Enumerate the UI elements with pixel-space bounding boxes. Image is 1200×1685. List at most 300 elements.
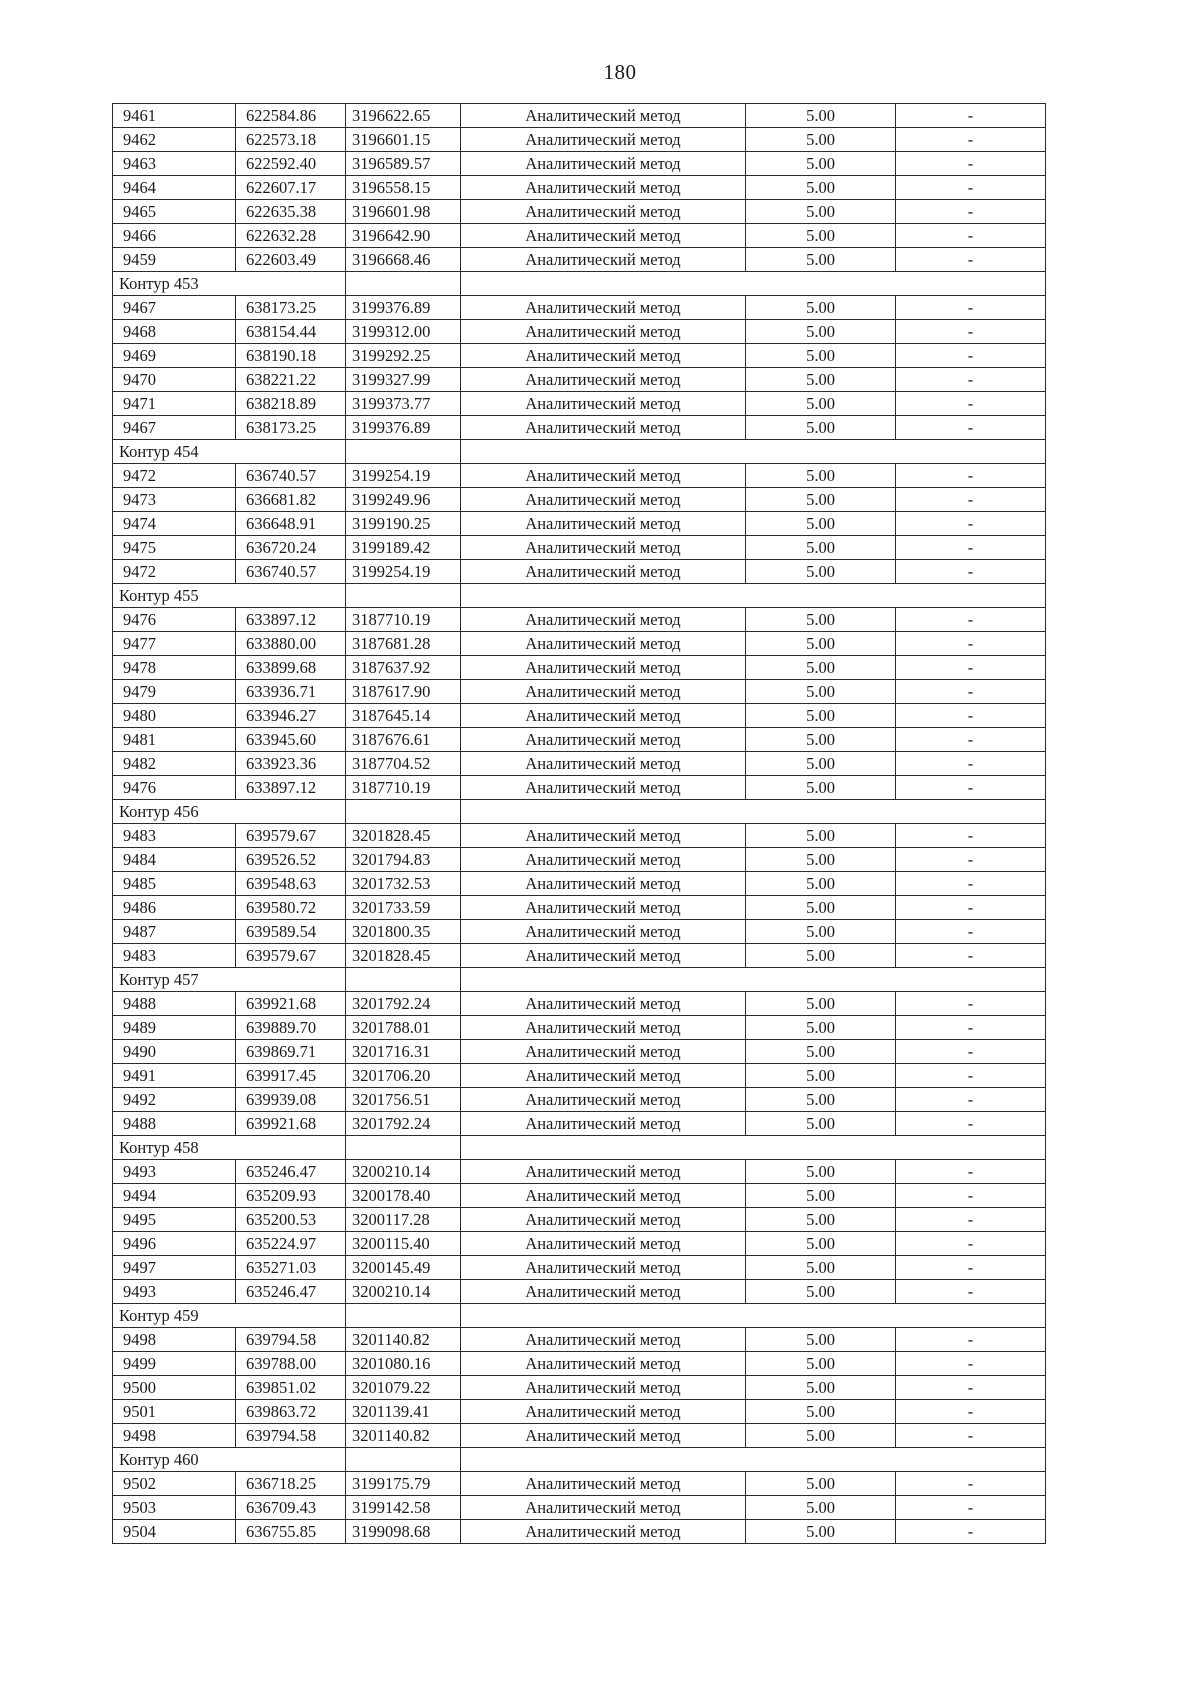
x-coordinate-cell: 639580.72 <box>236 896 346 920</box>
method-cell: Аналитический метод <box>461 104 746 128</box>
error-cell: 5.00 <box>746 1352 896 1376</box>
dash-cell: - <box>896 920 1046 944</box>
table-row <box>113 200 1046 224</box>
y-coordinate-cell: 3200178.40 <box>346 1184 461 1208</box>
y-coordinate-cell: 3199175.79 <box>346 1472 461 1496</box>
table-row <box>113 1472 1046 1496</box>
y-coordinate-cell: 3187617.90 <box>346 680 461 704</box>
error-cell: 5.00 <box>746 1208 896 1232</box>
error-cell: 5.00 <box>746 152 896 176</box>
method-cell: Аналитический метод <box>461 392 746 416</box>
point-number-cell: 9502 <box>113 1472 236 1496</box>
error-cell: 5.00 <box>746 1016 896 1040</box>
point-number-cell: 9464 <box>113 176 236 200</box>
point-number-cell: 9490 <box>113 1040 236 1064</box>
x-coordinate-cell: 622584.86 <box>236 104 346 128</box>
table-row <box>113 752 1046 776</box>
contour-header-row <box>113 272 1046 296</box>
point-number-cell: 9481 <box>113 728 236 752</box>
error-cell: 5.00 <box>746 1184 896 1208</box>
point-number-cell: 9492 <box>113 1088 236 1112</box>
point-number-cell: 9500 <box>113 1376 236 1400</box>
error-cell: 5.00 <box>746 560 896 584</box>
error-cell: 5.00 <box>746 776 896 800</box>
error-cell: 5.00 <box>746 392 896 416</box>
y-coordinate-cell: 3199249.96 <box>346 488 461 512</box>
y-coordinate-cell: 3187704.52 <box>346 752 461 776</box>
point-number-cell: 9465 <box>113 200 236 224</box>
contour-header-row <box>113 968 1046 992</box>
dash-cell: - <box>896 1472 1046 1496</box>
y-coordinate-cell: 3187676.61 <box>346 728 461 752</box>
error-cell: 5.00 <box>746 944 896 968</box>
point-number-cell: 9470 <box>113 368 236 392</box>
x-coordinate-cell: 639788.00 <box>236 1352 346 1376</box>
table-row <box>113 464 1046 488</box>
point-number-cell: 9487 <box>113 920 236 944</box>
dash-cell: - <box>896 1160 1046 1184</box>
x-coordinate-cell: 622603.49 <box>236 248 346 272</box>
method-cell: Аналитический метод <box>461 416 746 440</box>
y-coordinate-cell: 3201788.01 <box>346 1016 461 1040</box>
point-number-cell: 9503 <box>113 1496 236 1520</box>
contour-header-row <box>113 440 1046 464</box>
empty-cell <box>346 1304 461 1328</box>
method-cell: Аналитический метод <box>461 824 746 848</box>
table-row <box>113 992 1046 1016</box>
dash-cell: - <box>896 752 1046 776</box>
method-cell: Аналитический метод <box>461 896 746 920</box>
x-coordinate-cell: 622632.28 <box>236 224 346 248</box>
x-coordinate-cell: 638190.18 <box>236 344 346 368</box>
y-coordinate-cell: 3201800.35 <box>346 920 461 944</box>
x-coordinate-cell: 638154.44 <box>236 320 346 344</box>
dash-cell: - <box>896 224 1046 248</box>
dash-cell: - <box>896 128 1046 152</box>
y-coordinate-cell: 3201079.22 <box>346 1376 461 1400</box>
method-cell: Аналитический метод <box>461 1280 746 1304</box>
method-cell: Аналитический метод <box>461 776 746 800</box>
dash-cell: - <box>896 104 1046 128</box>
point-number-cell: 9466 <box>113 224 236 248</box>
error-cell: 5.00 <box>746 1064 896 1088</box>
point-number-cell: 9461 <box>113 104 236 128</box>
y-coordinate-cell: 3201080.16 <box>346 1352 461 1376</box>
x-coordinate-cell: 622607.17 <box>236 176 346 200</box>
method-cell: Аналитический метод <box>461 344 746 368</box>
x-coordinate-cell: 622592.40 <box>236 152 346 176</box>
point-number-cell: 9480 <box>113 704 236 728</box>
y-coordinate-cell: 3200115.40 <box>346 1232 461 1256</box>
method-cell: Аналитический метод <box>461 1184 746 1208</box>
error-cell: 5.00 <box>746 608 896 632</box>
point-number-cell: 9493 <box>113 1160 236 1184</box>
dash-cell: - <box>896 560 1046 584</box>
method-cell: Аналитический метод <box>461 1208 746 1232</box>
error-cell: 5.00 <box>746 128 896 152</box>
point-number-cell: 9479 <box>113 680 236 704</box>
table-row <box>113 512 1046 536</box>
y-coordinate-cell: 3187710.19 <box>346 776 461 800</box>
x-coordinate-cell: 639579.67 <box>236 824 346 848</box>
x-coordinate-cell: 639794.58 <box>236 1328 346 1352</box>
dash-cell: - <box>896 1016 1046 1040</box>
point-number-cell: 9496 <box>113 1232 236 1256</box>
table-row <box>113 1040 1046 1064</box>
error-cell: 5.00 <box>746 224 896 248</box>
x-coordinate-cell: 636755.85 <box>236 1520 346 1544</box>
x-coordinate-cell: 639851.02 <box>236 1376 346 1400</box>
table-row <box>113 536 1046 560</box>
error-cell: 5.00 <box>746 368 896 392</box>
table-row <box>113 920 1046 944</box>
x-coordinate-cell: 633897.12 <box>236 608 346 632</box>
dash-cell: - <box>896 1256 1046 1280</box>
x-coordinate-cell: 633899.68 <box>236 656 346 680</box>
dash-cell: - <box>896 1352 1046 1376</box>
table-row <box>113 1256 1046 1280</box>
error-cell: 5.00 <box>746 728 896 752</box>
error-cell: 5.00 <box>746 896 896 920</box>
x-coordinate-cell: 636709.43 <box>236 1496 346 1520</box>
x-coordinate-cell: 636740.57 <box>236 560 346 584</box>
dash-cell: - <box>896 176 1046 200</box>
empty-cell <box>461 1448 1046 1472</box>
point-number-cell: 9477 <box>113 632 236 656</box>
method-cell: Аналитический метод <box>461 728 746 752</box>
x-coordinate-cell: 636718.25 <box>236 1472 346 1496</box>
y-coordinate-cell: 3200145.49 <box>346 1256 461 1280</box>
dash-cell: - <box>896 1112 1046 1136</box>
table-row <box>113 728 1046 752</box>
method-cell: Аналитический метод <box>461 1088 746 1112</box>
point-number-cell: 9483 <box>113 824 236 848</box>
table-row <box>113 1112 1046 1136</box>
contour-name-cell: Контур 458 <box>113 1136 346 1160</box>
error-cell: 5.00 <box>746 704 896 728</box>
error-cell: 5.00 <box>746 632 896 656</box>
method-cell: Аналитический метод <box>461 248 746 272</box>
contour-header-row <box>113 800 1046 824</box>
x-coordinate-cell: 636720.24 <box>236 536 346 560</box>
error-cell: 5.00 <box>746 1520 896 1544</box>
y-coordinate-cell: 3200210.14 <box>346 1280 461 1304</box>
point-number-cell: 9472 <box>113 464 236 488</box>
table-row <box>113 632 1046 656</box>
empty-cell <box>461 584 1046 608</box>
empty-cell <box>346 800 461 824</box>
error-cell: 5.00 <box>746 464 896 488</box>
dash-cell: - <box>896 1400 1046 1424</box>
dash-cell: - <box>896 368 1046 392</box>
point-number-cell: 9498 <box>113 1328 236 1352</box>
y-coordinate-cell: 3199312.00 <box>346 320 461 344</box>
error-cell: 5.00 <box>746 824 896 848</box>
page-number: 180 <box>603 60 637 84</box>
table-row <box>113 1496 1046 1520</box>
point-number-cell: 9476 <box>113 608 236 632</box>
point-number-cell: 9476 <box>113 776 236 800</box>
y-coordinate-cell: 3201792.24 <box>346 992 461 1016</box>
error-cell: 5.00 <box>746 320 896 344</box>
y-coordinate-cell: 3199098.68 <box>346 1520 461 1544</box>
method-cell: Аналитический метод <box>461 1376 746 1400</box>
point-number-cell: 9471 <box>113 392 236 416</box>
method-cell: Аналитический метод <box>461 536 746 560</box>
method-cell: Аналитический метод <box>461 1400 746 1424</box>
error-cell: 5.00 <box>746 1160 896 1184</box>
x-coordinate-cell: 633936.71 <box>236 680 346 704</box>
error-cell: 5.00 <box>746 248 896 272</box>
contour-name-cell: Контур 459 <box>113 1304 346 1328</box>
table-row <box>113 1160 1046 1184</box>
point-number-cell: 9504 <box>113 1520 236 1544</box>
x-coordinate-cell: 635246.47 <box>236 1280 346 1304</box>
x-coordinate-cell: 639579.67 <box>236 944 346 968</box>
error-cell: 5.00 <box>746 1424 896 1448</box>
y-coordinate-cell: 3201140.82 <box>346 1328 461 1352</box>
contour-name-cell: Контур 454 <box>113 440 346 464</box>
y-coordinate-cell: 3187710.19 <box>346 608 461 632</box>
x-coordinate-cell: 639889.70 <box>236 1016 346 1040</box>
y-coordinate-cell: 3200210.14 <box>346 1160 461 1184</box>
method-cell: Аналитический метод <box>461 1016 746 1040</box>
dash-cell: - <box>896 848 1046 872</box>
method-cell: Аналитический метод <box>461 1160 746 1184</box>
point-number-cell: 9484 <box>113 848 236 872</box>
table-row <box>113 152 1046 176</box>
method-cell: Аналитический метод <box>461 560 746 584</box>
empty-cell <box>461 1304 1046 1328</box>
error-cell: 5.00 <box>746 1040 896 1064</box>
dash-cell: - <box>896 344 1046 368</box>
table-row <box>113 368 1046 392</box>
empty-cell <box>346 584 461 608</box>
empty-cell <box>461 440 1046 464</box>
method-cell: Аналитический метод <box>461 992 746 1016</box>
x-coordinate-cell: 633923.36 <box>236 752 346 776</box>
method-cell: Аналитический метод <box>461 152 746 176</box>
error-cell: 5.00 <box>746 416 896 440</box>
point-number-cell: 9495 <box>113 1208 236 1232</box>
method-cell: Аналитический метод <box>461 368 746 392</box>
method-cell: Аналитический метод <box>461 872 746 896</box>
table-row <box>113 1232 1046 1256</box>
x-coordinate-cell: 639939.08 <box>236 1088 346 1112</box>
contour-header-row <box>113 584 1046 608</box>
method-cell: Аналитический метод <box>461 1112 746 1136</box>
x-coordinate-cell: 639917.45 <box>236 1064 346 1088</box>
error-cell: 5.00 <box>746 848 896 872</box>
x-coordinate-cell: 639794.58 <box>236 1424 346 1448</box>
x-coordinate-cell: 639863.72 <box>236 1400 346 1424</box>
point-number-cell: 9499 <box>113 1352 236 1376</box>
method-cell: Аналитический метод <box>461 488 746 512</box>
point-number-cell: 9486 <box>113 896 236 920</box>
error-cell: 5.00 <box>746 344 896 368</box>
y-coordinate-cell: 3199189.42 <box>346 536 461 560</box>
x-coordinate-cell: 633945.60 <box>236 728 346 752</box>
point-number-cell: 9475 <box>113 536 236 560</box>
point-number-cell: 9491 <box>113 1064 236 1088</box>
y-coordinate-cell: 3201733.59 <box>346 896 461 920</box>
x-coordinate-cell: 638173.25 <box>236 296 346 320</box>
empty-cell <box>346 272 461 296</box>
error-cell: 5.00 <box>746 104 896 128</box>
error-cell: 5.00 <box>746 512 896 536</box>
method-cell: Аналитический метод <box>461 1040 746 1064</box>
dash-cell: - <box>896 1520 1046 1544</box>
y-coordinate-cell: 3196558.15 <box>346 176 461 200</box>
method-cell: Аналитический метод <box>461 224 746 248</box>
y-coordinate-cell: 3201828.45 <box>346 824 461 848</box>
method-cell: Аналитический метод <box>461 200 746 224</box>
contour-name-cell: Контур 457 <box>113 968 346 992</box>
point-number-cell: 9462 <box>113 128 236 152</box>
method-cell: Аналитический метод <box>461 920 746 944</box>
table-row <box>113 176 1046 200</box>
table-row <box>113 1328 1046 1352</box>
error-cell: 5.00 <box>746 488 896 512</box>
y-coordinate-cell: 3201828.45 <box>346 944 461 968</box>
method-cell: Аналитический метод <box>461 944 746 968</box>
method-cell: Аналитический метод <box>461 1424 746 1448</box>
x-coordinate-cell: 639869.71 <box>236 1040 346 1064</box>
table-row <box>113 248 1046 272</box>
method-cell: Аналитический метод <box>461 1352 746 1376</box>
method-cell: Аналитический метод <box>461 632 746 656</box>
method-cell: Аналитический метод <box>461 1472 746 1496</box>
point-number-cell: 9489 <box>113 1016 236 1040</box>
y-coordinate-cell: 3201139.41 <box>346 1400 461 1424</box>
dash-cell: - <box>896 992 1046 1016</box>
error-cell: 5.00 <box>746 200 896 224</box>
method-cell: Аналитический метод <box>461 464 746 488</box>
y-coordinate-cell: 3201794.83 <box>346 848 461 872</box>
y-coordinate-cell: 3199376.89 <box>346 416 461 440</box>
dash-cell: - <box>896 1232 1046 1256</box>
point-number-cell: 9488 <box>113 1112 236 1136</box>
table-row <box>113 320 1046 344</box>
table-row <box>113 104 1046 128</box>
table-row <box>113 392 1046 416</box>
table-row <box>113 128 1046 152</box>
error-cell: 5.00 <box>746 920 896 944</box>
table-row <box>113 296 1046 320</box>
y-coordinate-cell: 3187645.14 <box>346 704 461 728</box>
empty-cell <box>346 1448 461 1472</box>
y-coordinate-cell: 3201716.31 <box>346 1040 461 1064</box>
table-row <box>113 872 1046 896</box>
dash-cell: - <box>896 680 1046 704</box>
table-row <box>113 608 1046 632</box>
contour-name-cell: Контур 455 <box>113 584 346 608</box>
y-coordinate-cell: 3201732.53 <box>346 872 461 896</box>
empty-cell <box>461 968 1046 992</box>
point-number-cell: 9494 <box>113 1184 236 1208</box>
dash-cell: - <box>896 1328 1046 1352</box>
table-row <box>113 776 1046 800</box>
dash-cell: - <box>896 536 1046 560</box>
dash-cell: - <box>896 1208 1046 1232</box>
dash-cell: - <box>896 1064 1046 1088</box>
table-row <box>113 1088 1046 1112</box>
dash-cell: - <box>896 512 1046 536</box>
dash-cell: - <box>896 1184 1046 1208</box>
x-coordinate-cell: 638221.22 <box>236 368 346 392</box>
x-coordinate-cell: 638173.25 <box>236 416 346 440</box>
x-coordinate-cell: 635200.53 <box>236 1208 346 1232</box>
x-coordinate-cell: 635271.03 <box>236 1256 346 1280</box>
x-coordinate-cell: 639548.63 <box>236 872 346 896</box>
point-number-cell: 9473 <box>113 488 236 512</box>
error-cell: 5.00 <box>746 1280 896 1304</box>
method-cell: Аналитический метод <box>461 128 746 152</box>
y-coordinate-cell: 3199254.19 <box>346 560 461 584</box>
point-number-cell: 9488 <box>113 992 236 1016</box>
point-number-cell: 9497 <box>113 1256 236 1280</box>
x-coordinate-cell: 633880.00 <box>236 632 346 656</box>
y-coordinate-cell: 3201792.24 <box>346 1112 461 1136</box>
dash-cell: - <box>896 1424 1046 1448</box>
dash-cell: - <box>896 872 1046 896</box>
error-cell: 5.00 <box>746 1400 896 1424</box>
method-cell: Аналитический метод <box>461 680 746 704</box>
dash-cell: - <box>896 728 1046 752</box>
error-cell: 5.00 <box>746 1088 896 1112</box>
table-row <box>113 656 1046 680</box>
dash-cell: - <box>896 944 1046 968</box>
y-coordinate-cell: 3200117.28 <box>346 1208 461 1232</box>
x-coordinate-cell: 622573.18 <box>236 128 346 152</box>
table-row <box>113 1352 1046 1376</box>
method-cell: Аналитический метод <box>461 1064 746 1088</box>
dash-cell: - <box>896 200 1046 224</box>
point-number-cell: 9469 <box>113 344 236 368</box>
contour-header-row <box>113 1304 1046 1328</box>
method-cell: Аналитический метод <box>461 1496 746 1520</box>
dash-cell: - <box>896 1496 1046 1520</box>
table-row <box>113 1520 1046 1544</box>
point-number-cell: 9482 <box>113 752 236 776</box>
dash-cell: - <box>896 464 1046 488</box>
y-coordinate-cell: 3196601.98 <box>346 200 461 224</box>
table-row <box>113 1064 1046 1088</box>
table-row <box>113 848 1046 872</box>
error-cell: 5.00 <box>746 1256 896 1280</box>
y-coordinate-cell: 3201706.20 <box>346 1064 461 1088</box>
error-cell: 5.00 <box>746 176 896 200</box>
dash-cell: - <box>896 1040 1046 1064</box>
error-cell: 5.00 <box>746 296 896 320</box>
table-row <box>113 488 1046 512</box>
method-cell: Аналитический метод <box>461 704 746 728</box>
empty-cell <box>346 968 461 992</box>
x-coordinate-cell: 639589.54 <box>236 920 346 944</box>
table-row <box>113 824 1046 848</box>
x-coordinate-cell: 635209.93 <box>236 1184 346 1208</box>
table-row <box>113 896 1046 920</box>
x-coordinate-cell: 638218.89 <box>236 392 346 416</box>
y-coordinate-cell: 3199327.99 <box>346 368 461 392</box>
x-coordinate-cell: 636648.91 <box>236 512 346 536</box>
dash-cell: - <box>896 632 1046 656</box>
dash-cell: - <box>896 1280 1046 1304</box>
error-cell: 5.00 <box>746 1496 896 1520</box>
dash-cell: - <box>896 1088 1046 1112</box>
point-number-cell: 9472 <box>113 560 236 584</box>
dash-cell: - <box>896 704 1046 728</box>
